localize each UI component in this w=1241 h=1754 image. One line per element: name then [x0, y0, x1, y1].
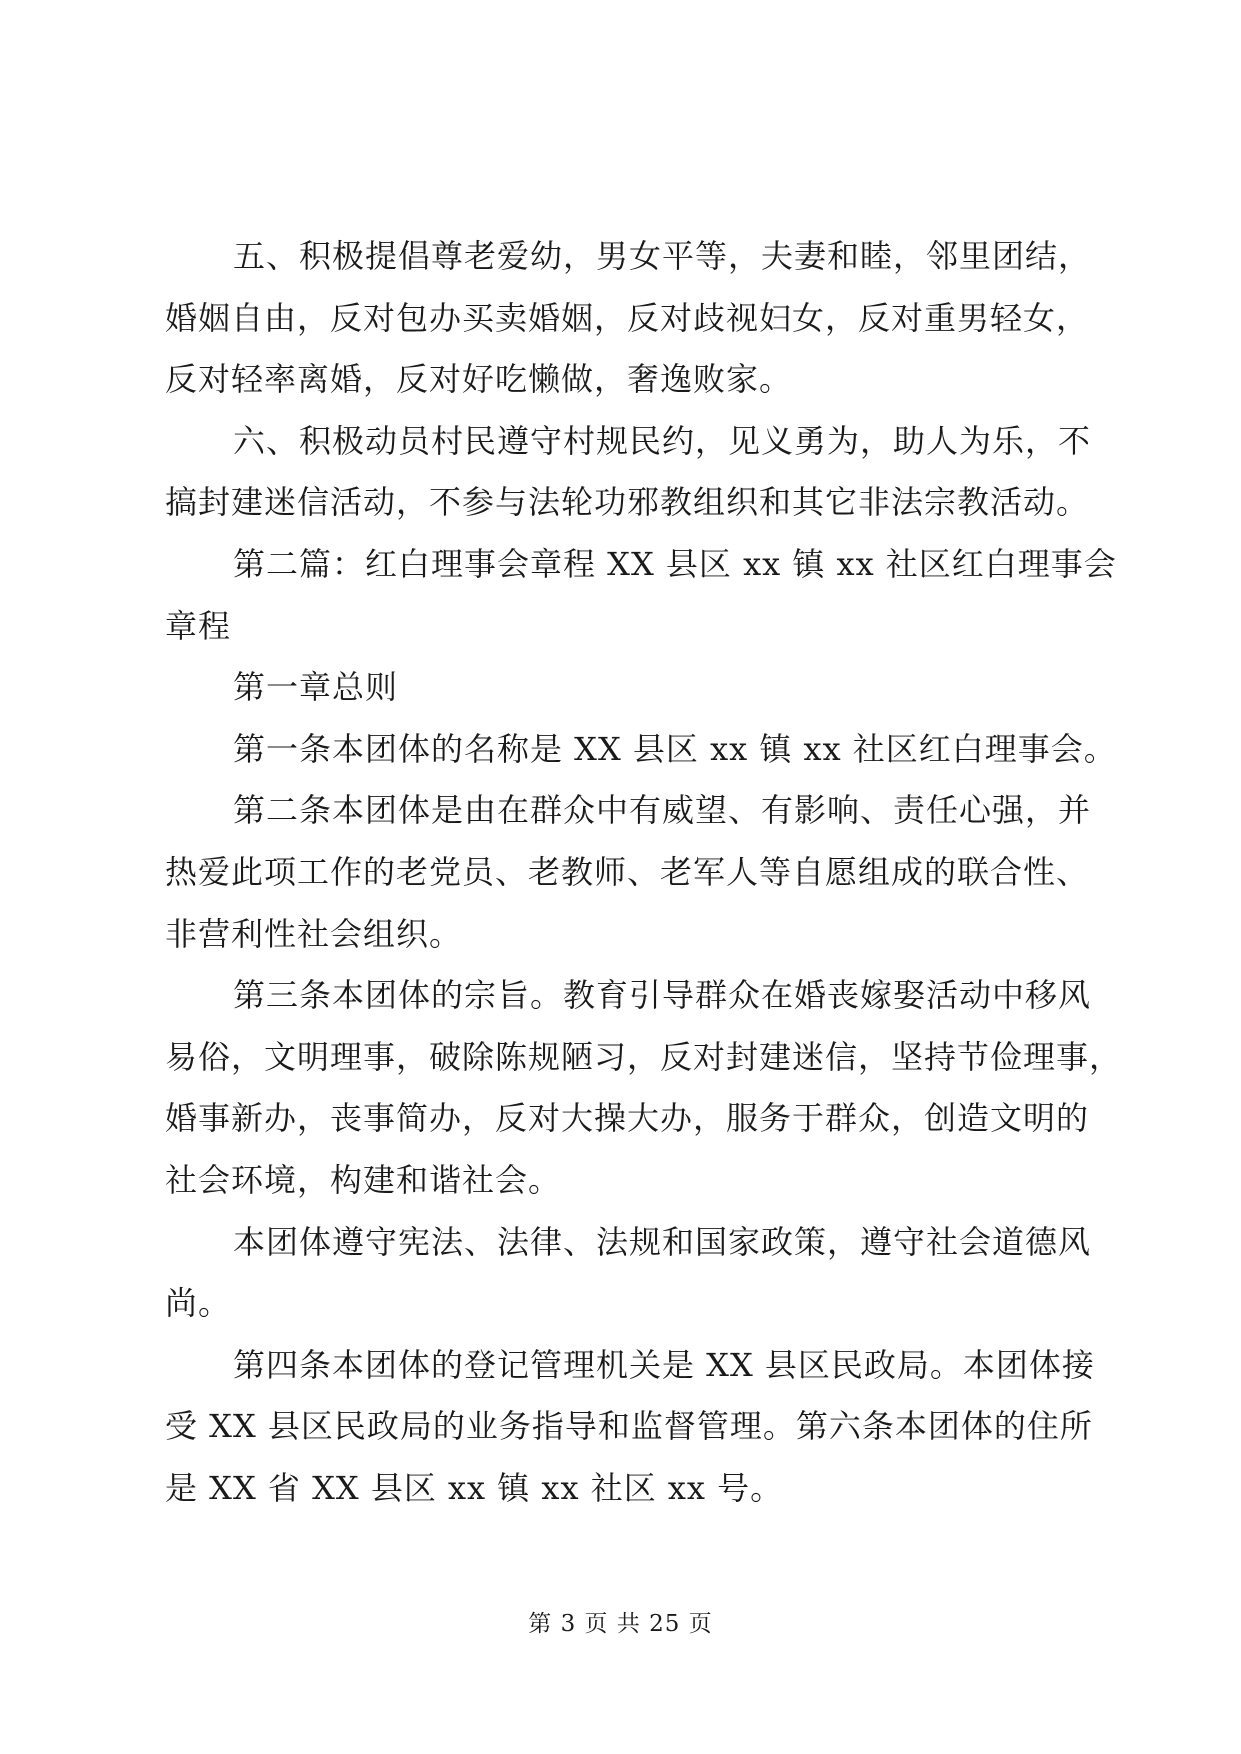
page-number-footer: 第 3 页 共 25 页	[528, 1611, 713, 1637]
paragraph-line: 第一条本团体的名称是 XX 县区 xx 镇 xx 社区红白理事会。	[233, 729, 1117, 768]
paragraph-line: 六、积极动员村民遵守村规民约，见义勇为，助人为乐，不	[233, 421, 1092, 460]
paragraph-line: 社会环境，构建和谐社会。	[165, 1160, 562, 1199]
paragraph-line: 尚。	[165, 1284, 232, 1323]
paragraph-line: 搞封建迷信活动，不参与法轮功邪教组织和其它非法宗教活动。	[165, 483, 1090, 522]
paragraph-line: 受 XX 县区民政局的业务指导和监督管理。第六条本团体的住所	[165, 1407, 1093, 1446]
paragraph-line: 反对轻率离婚，反对好吃懒做，奢逸败家。	[165, 360, 793, 399]
paragraph-line: 是 XX 省 XX 县区 xx 镇 xx 社区 xx 号。	[165, 1468, 784, 1507]
section-heading-line: 第二篇：红白理事会章程 XX 县区 xx 镇 xx 社区红白理事会	[233, 544, 1117, 583]
document-body	[165, 226, 1123, 1519]
paragraph-line: 五、积极提倡尊老爱幼，男女平等，夫妻和睦，邻里团结，	[233, 237, 1092, 275]
paragraph-line: 第三条本团体的宗旨。教育引导群众在婚丧嫁娶活动中移风	[233, 976, 1092, 1015]
section-heading-line: 章程	[165, 606, 232, 645]
paragraph-line: 易俗，文明理事，破除陈规陋习，反对封建迷信，坚持节俭理事，	[165, 1037, 1123, 1076]
paragraph-line: 第二条本团体是由在群众中有威望、有影响、责任心强，并	[233, 791, 1092, 830]
chapter-heading: 第一章总则	[233, 668, 399, 707]
paragraph-line: 本团体遵守宪法、法律、法规和国家政策，遵守社会道德风	[233, 1222, 1092, 1261]
paragraph-line: 非营利性社会组织。	[165, 914, 463, 953]
paragraph-line: 热爱此项工作的老党员、老教师、老军人等自愿组成的联合性、	[165, 852, 1090, 891]
paragraph-line: 第四条本团体的登记管理机关是 XX 县区民政局。本团体接	[233, 1345, 1095, 1384]
paragraph-line: 婚姻自由，反对包办买卖婚姻，反对歧视妇女，反对重男轻女，	[165, 298, 1090, 337]
paragraph-line: 婚事新办，丧事简办，反对大操大办，服务于群众，创造文明的	[165, 1099, 1090, 1138]
